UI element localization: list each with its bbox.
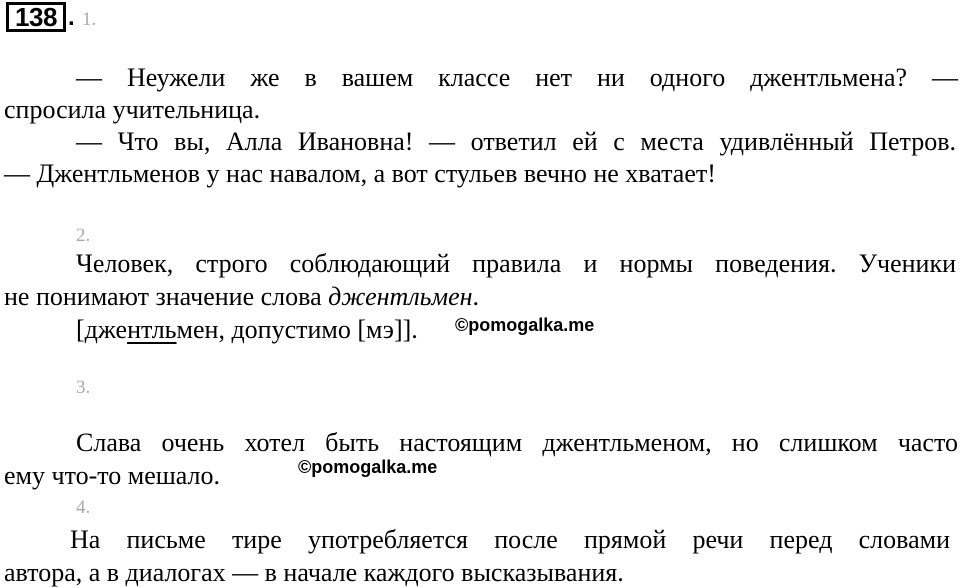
section-4-line-1: На письме тире употребляется после прямой речи перед словами [70, 525, 950, 554]
section-2-line-2-end: . [472, 282, 480, 311]
section-2-line-2-text: не понимают значение слова [4, 282, 329, 311]
italic-word: джентльмен [328, 282, 473, 311]
section-3-number: 3. [76, 377, 91, 398]
task-number-dot: . [68, 4, 75, 31]
section-3-line-1: Слава очень хотел быть настоящим джентльменом, но слишком часто [76, 428, 958, 457]
underlined-letters: нтль [127, 315, 177, 344]
section-4-number: 4. [76, 497, 91, 518]
section-3-line-2: ему что-то мешало. [4, 461, 221, 490]
section-2-line-3 [76, 315, 418, 345]
task-number: 138 [15, 2, 57, 32]
transcription-end: мен, допустимо [мэ]]. [176, 315, 418, 344]
section-2-line-1: Человек, строго соблюдающий правила и нормы поведения. Ученики [76, 249, 956, 278]
task-number-badge [6, 2, 66, 32]
watermark: ©pomogalka.me [298, 457, 438, 477]
section-1-line-3: — Что вы, Алла Ивановна! — ответил ей с места удивлённый Петров. [76, 127, 956, 156]
section-2-line-2 [4, 282, 479, 312]
section-1-number: 1. [82, 9, 97, 30]
section-2-number: 2. [76, 225, 91, 246]
section-1-line-1: — Неужели же в вашем классе нет ни одного джентльмена? — [76, 63, 958, 92]
section-4-line-2: автора, а в диалогах — в начале каждого высказывания. [4, 558, 624, 587]
section-1-line-2: спросила учительница. [4, 95, 261, 124]
watermark: ©pomogalka.me [455, 315, 595, 335]
section-1-line-4: — Джентльменов у нас навалом, а вот стульев вечно не хватает! [4, 159, 716, 188]
transcription-start: [дже [76, 315, 128, 344]
